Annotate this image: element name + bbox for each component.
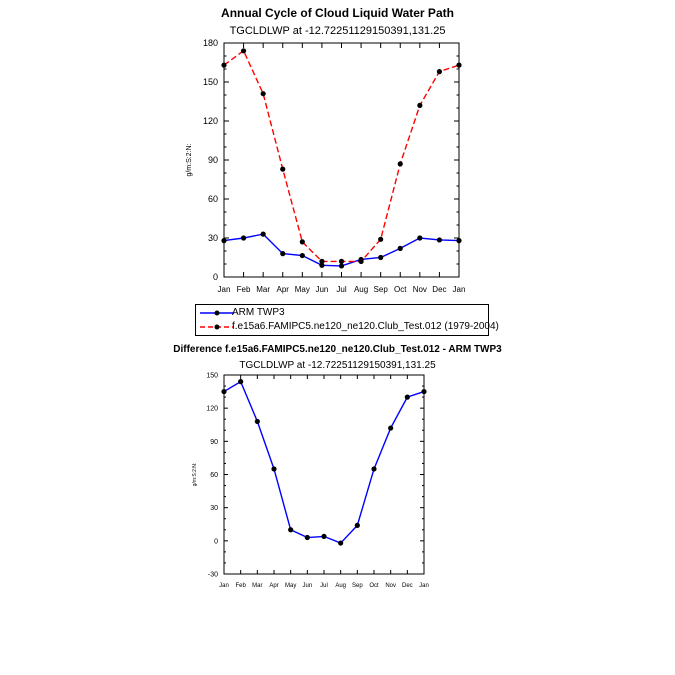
chart2-frame (224, 375, 424, 574)
chart1-series-2-point (241, 48, 246, 53)
x-tick-label: Nov (412, 285, 427, 294)
chart2-series-1-point (338, 540, 343, 545)
chart2-series-1-point (405, 395, 410, 400)
legend-swatch-series-1 (198, 307, 236, 319)
chart1-series-2-point (280, 167, 285, 172)
x-tick-label: May (284, 583, 297, 589)
chart2-title: Difference f.e15a6.FAMIPC5.ne120_ne120.Club_Test.012 - ARM TWP3 (173, 344, 502, 355)
y-axis-label: g/m:S:2:N: (192, 462, 198, 487)
chart2-series-1-point (238, 379, 243, 384)
chart2-series-1-point (305, 535, 310, 540)
x-tick-label: Aug (353, 285, 369, 294)
x-tick-label: Nov (385, 583, 397, 589)
chart1-series-1-point (378, 255, 383, 260)
y-tick-label: 90 (210, 438, 218, 446)
x-tick-label: Apr (276, 285, 289, 294)
chart1-series-1-point (241, 235, 246, 240)
chart1-series-1-point (437, 237, 442, 242)
x-tick-label: Aug (335, 583, 347, 589)
y-axis-label: g/m:S:2:N: (186, 143, 193, 177)
x-tick-label: Dec (432, 285, 447, 294)
chart2-series-1-point (371, 466, 376, 471)
y-tick-label: 60 (210, 471, 218, 479)
chart1-series-1-point (339, 263, 344, 268)
legend-swatch-series-2 (198, 321, 236, 333)
chart1-series-1-point (417, 235, 422, 240)
chart1-title: Annual Cycle of Cloud Liquid Water Path (221, 6, 454, 20)
y-tick-label: 150 (202, 77, 218, 88)
chart2-series-1-point (221, 389, 226, 394)
chart2-series-1-point (421, 389, 426, 394)
x-tick-label: Jul (320, 583, 328, 589)
legend-entry-series-2 (196, 321, 499, 333)
y-tick-label: 30 (210, 505, 218, 513)
x-tick-label: May (294, 285, 310, 294)
y-tick-label: 120 (206, 405, 218, 413)
chart1-series-2-point (456, 63, 461, 68)
chart1-series-1-point (398, 246, 403, 251)
y-tick-label: 180 (202, 38, 218, 49)
x-tick-label: Jun (302, 583, 313, 589)
x-tick-label: Jan (419, 583, 429, 589)
chart2-series-1-point (321, 534, 326, 539)
chart2-series-1-point (288, 527, 293, 532)
x-tick-label: Dec (401, 583, 413, 589)
chart1-series-2-point (378, 237, 383, 242)
x-tick-label: Sep (351, 583, 363, 589)
x-tick-label: Jun (315, 285, 329, 294)
chart1-subtitle: TGCLDLWP at -12.72251129150391,131.25 (229, 25, 446, 37)
x-tick-label: Mar (256, 285, 271, 294)
x-tick-label: Sep (373, 285, 388, 294)
chart2-series-1-line (224, 382, 424, 543)
chart1-series-2-point (339, 259, 344, 264)
chart1-series-2-point (358, 259, 363, 264)
chart1-series-2-point (300, 239, 305, 244)
y-tick-label: 90 (207, 155, 218, 166)
y-tick-label: 60 (207, 194, 218, 205)
chart1-series-2-point (221, 63, 226, 68)
chart1-frame (224, 43, 459, 277)
legend-label-series-1: ARM TWP3 (232, 307, 285, 318)
x-tick-label: Feb (235, 583, 246, 589)
chart1-series-1-point (300, 253, 305, 258)
x-tick-label: Jan (219, 583, 229, 589)
chart2-series-1-point (355, 523, 360, 528)
chart2-series-1-point (271, 466, 276, 471)
legend-entry-series-1 (196, 307, 488, 319)
chart1-series-2-point (261, 91, 266, 96)
chart1-series-1-point (261, 232, 266, 237)
chart1-series-1-point (456, 238, 461, 243)
y-tick-label: 150 (206, 372, 218, 380)
chart1-series-2-point (417, 103, 422, 108)
chart1-legend (195, 304, 499, 336)
chart1-series-2-line (224, 51, 459, 262)
x-tick-label: Mar (252, 583, 263, 589)
legend-label-series-2: f.e15a6.FAMIPC5.ne120_ne120.Club_Test.012 (1979-2004) (232, 321, 499, 332)
y-tick-label: 120 (202, 116, 218, 127)
x-tick-label: Feb (236, 285, 251, 294)
chart2-series-1-point (388, 425, 393, 430)
x-tick-label: Jul (336, 285, 347, 294)
x-tick-label: Apr (269, 583, 279, 589)
y-tick-label: 0 (212, 272, 218, 283)
y-tick-label: 0 (214, 538, 218, 546)
x-tick-label: Oct (394, 285, 407, 294)
chart2-series-1-point (255, 419, 260, 424)
chart1-series-2-point (437, 69, 442, 74)
chart2-subtitle: TGCLDLWP at -12.72251129150391,131.25 (239, 360, 436, 371)
y-tick-label: 30 (207, 233, 218, 244)
chart1-series-1-point (221, 238, 226, 243)
chart1-series-1-point (280, 251, 285, 256)
chart1-series-2-point (319, 259, 324, 264)
x-tick-label: Oct (369, 583, 379, 589)
y-tick-label: -30 (207, 571, 218, 579)
chart1-series-2-point (398, 161, 403, 166)
x-tick-label: Jan (452, 285, 466, 294)
x-tick-label: Jan (217, 285, 231, 294)
